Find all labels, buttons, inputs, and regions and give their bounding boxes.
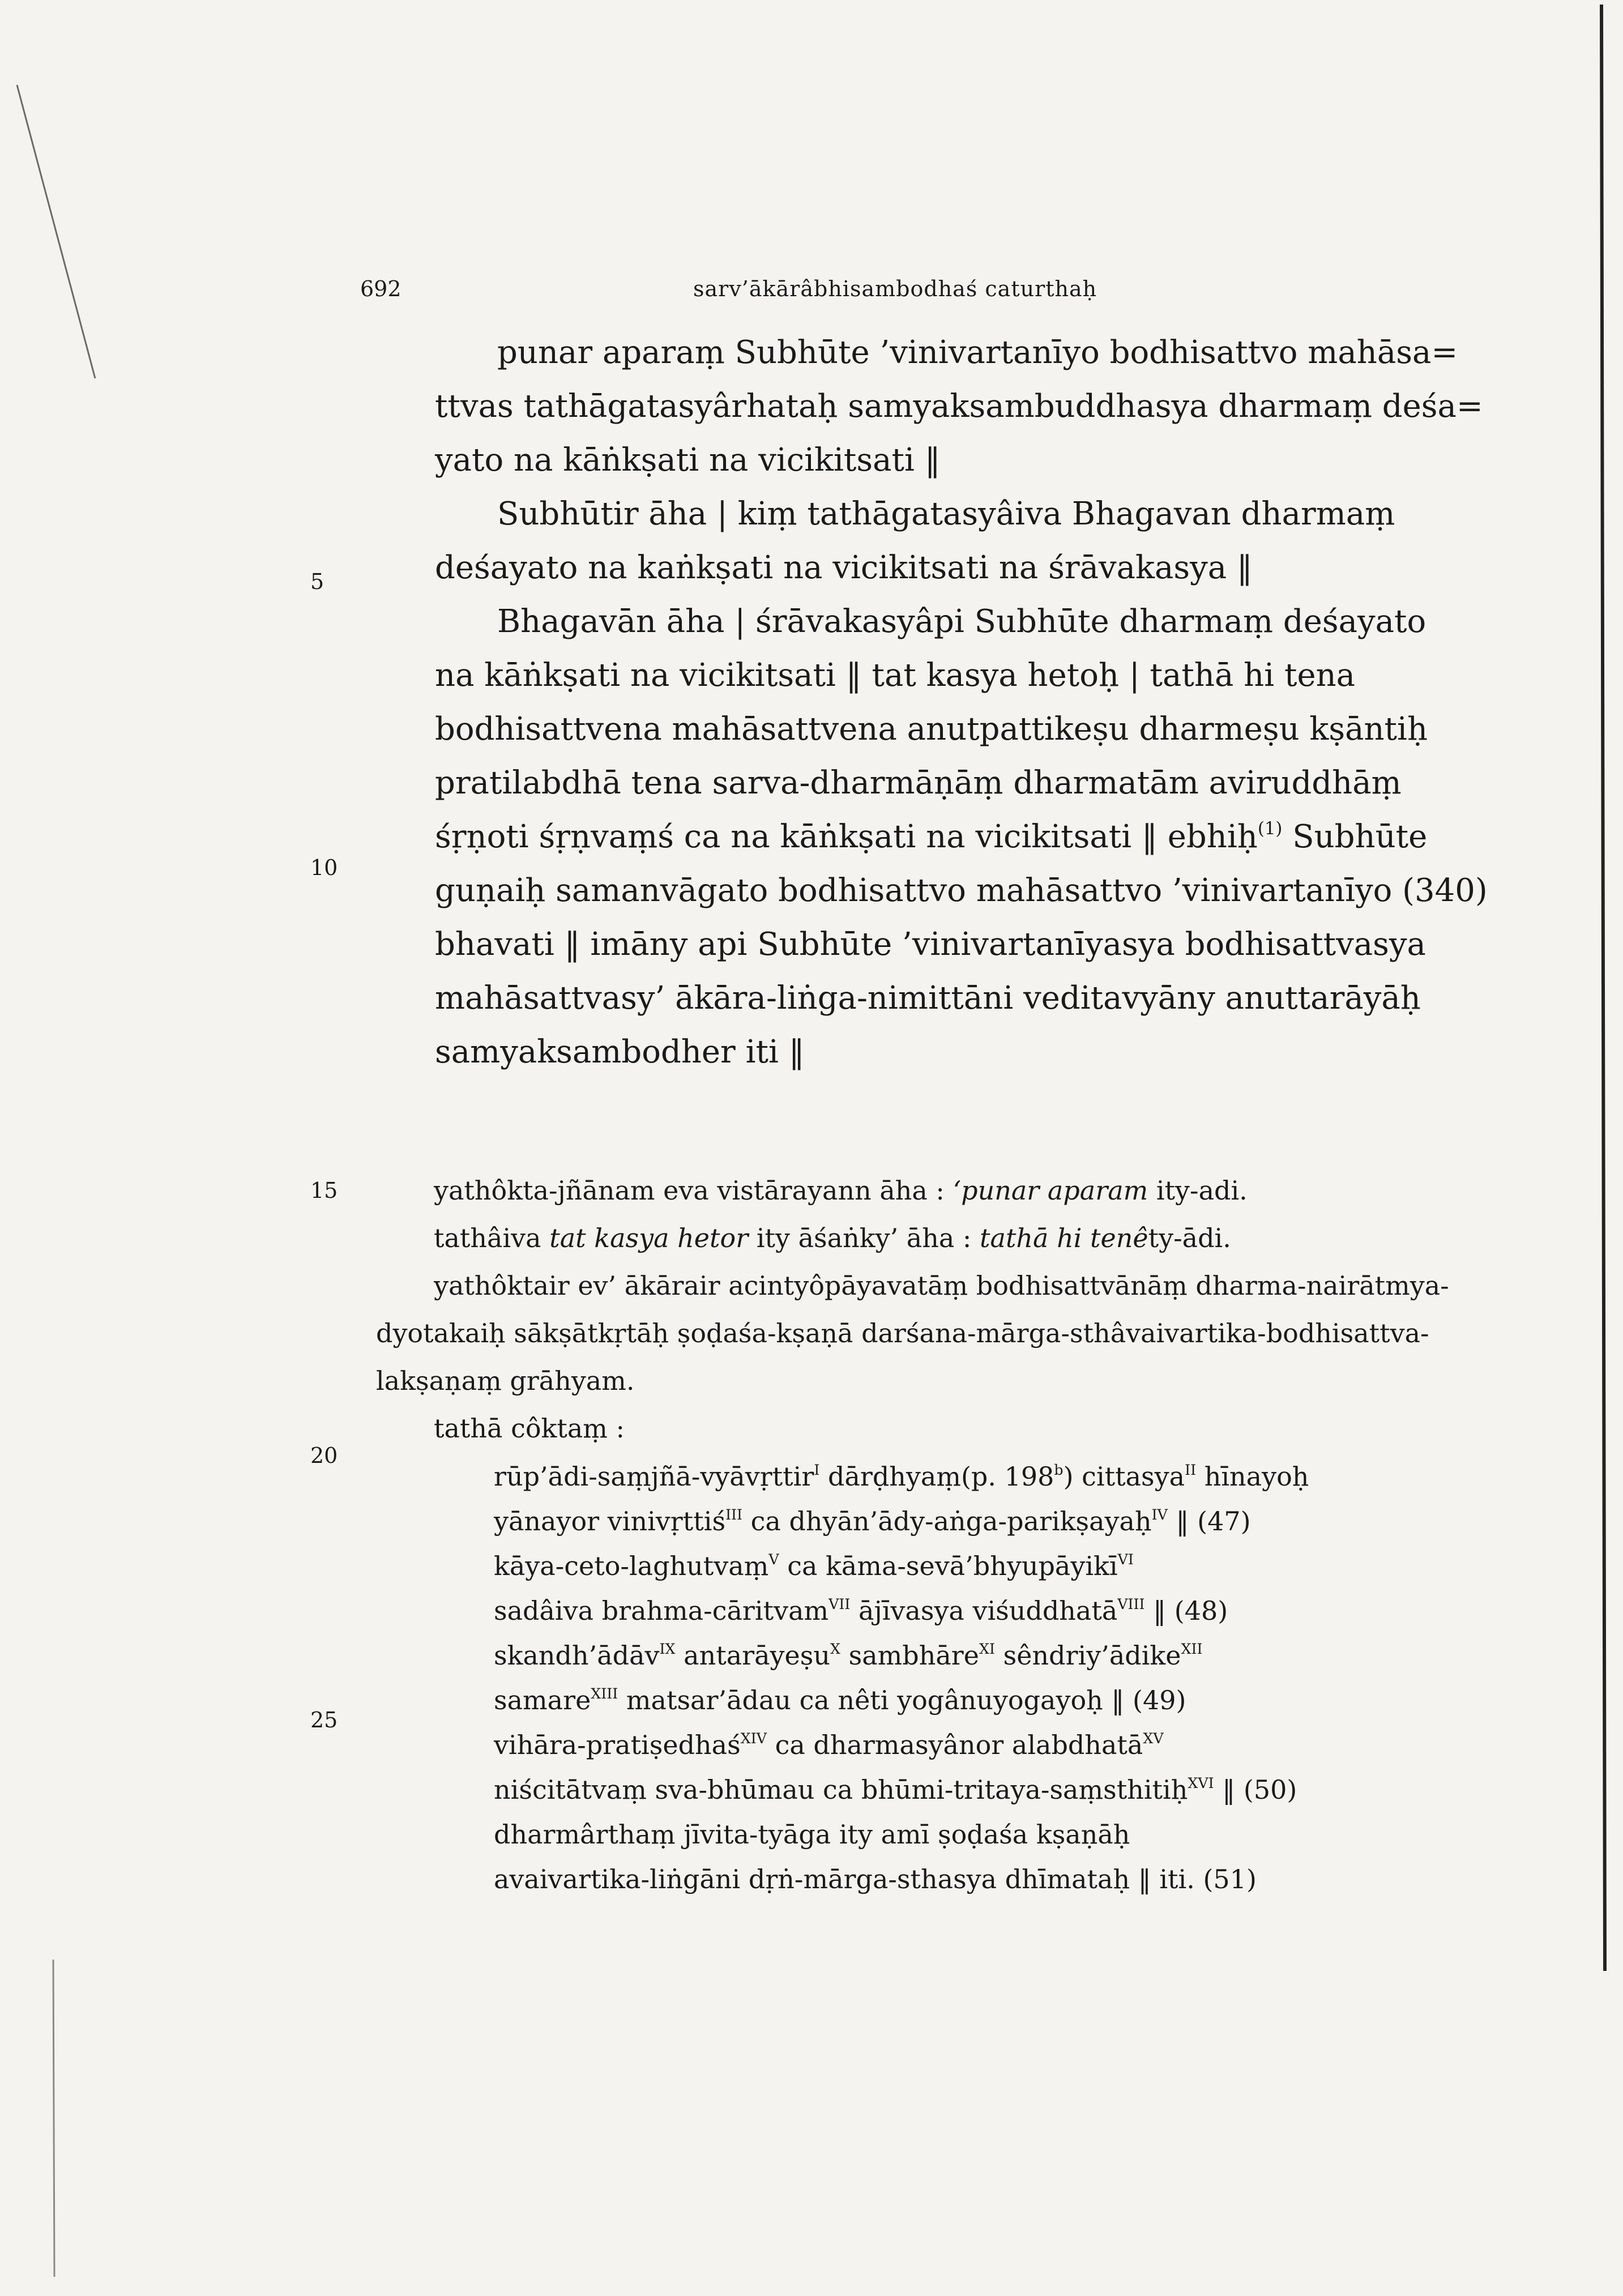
verse-text: matsar’ādau ca nêti yogânuyogayoḥ ‖ (49): [626, 1685, 1186, 1715]
line-number: 25: [310, 1708, 338, 1732]
sutra-line: Bhagavān āha | śrāvakasyâpi Subhūte dharmaṃ deśayato: [497, 603, 1426, 640]
commentary-text: yathôkta-jñānam eva vistārayann āha :: [434, 1175, 945, 1206]
verse-mark: b: [1054, 1462, 1064, 1479]
scan-edge-line: [17, 85, 95, 378]
verse-line: [494, 1723, 1164, 1768]
verse-line: dharmârthaṃ jīvita-tyāga ity amī ṣoḍaśa kṣaṇāḥ: [494, 1819, 1130, 1850]
verse-line: [494, 1454, 1309, 1499]
verse-mark: XIV: [740, 1730, 767, 1747]
verse-mark: IV: [1151, 1507, 1168, 1523]
commentary-quote: tat kasya hetor: [549, 1223, 749, 1253]
commentary-quote: tathā hi tenê: [980, 1223, 1148, 1253]
verse-text: sambhāre: [848, 1640, 979, 1671]
commentary-text: ity āśaṅky’ āha :: [756, 1223, 972, 1253]
sutra-line: Subhūtir āha | kiṃ tathāgatasyâiva Bhagavan dharmaṃ: [497, 496, 1395, 532]
left-scan-shadow: [53, 1960, 54, 2277]
verse-line: [494, 1544, 1134, 1589]
sutra-line: pratilabdhā tena sarva-dharmāṇāṃ dharmatām aviruddhāṃ: [435, 765, 1402, 801]
commentary-quote: ‘punar aparam: [953, 1175, 1148, 1206]
sutra-line: yato na kāṅkṣati na vicikitsati ‖: [435, 442, 941, 479]
verse-text: sadâiva brahma-cāritvam: [494, 1595, 829, 1626]
commentary-line: yathôktair ev’ ākārair acintyôpāyavatāṃ bodhisattvānāṃ dharma-nairātmya-: [434, 1270, 1449, 1301]
commentary-line: dyotakaiḥ sākṣātkṛtāḥ ṣoḍaśa-kṣaṇā darśana-mārga-sthâvaivartika-bodhisattva-: [376, 1318, 1429, 1348]
sutra-line: bodhisattvena mahāsattvena anutpattikeṣu dharmeṣu kṣāntiḥ: [435, 711, 1428, 748]
verse-mark: XI: [979, 1641, 995, 1658]
verse-text: vihāra-pratiṣedhaś: [494, 1730, 741, 1760]
verse-line: [494, 1589, 1228, 1633]
sutra-line: punar aparaṃ Subhūte ’vinivartanīyo bodhisattvo mahāsa=: [497, 334, 1458, 371]
sutra-line: bhavati ‖ imāny api Subhūte ’vinivartanīyasya bodhisattvasya: [435, 926, 1426, 963]
verse-mark: X: [830, 1641, 840, 1658]
verse-text: skandh’ādāv: [494, 1640, 660, 1671]
verse-mark: XVI: [1188, 1775, 1214, 1792]
verse-text: sêndriy’ādike: [1003, 1640, 1181, 1671]
verse-mark: II: [1185, 1462, 1197, 1479]
verse-line: avaivartika-liṅgāni dṛṅ-mārga-sthasya dhīmataḥ ‖ iti. (51): [494, 1864, 1257, 1894]
verse-mark: XV: [1143, 1730, 1164, 1747]
verse-line: [494, 1633, 1203, 1678]
verse-text: yānayor vinivṛttiś: [494, 1506, 726, 1537]
sutra-line: ttvas tathāgatasyârhataḥ samyaksambuddhasya dharmaṃ deśa=: [435, 388, 1483, 425]
verse-line: [494, 1768, 1297, 1812]
sutra-line: guṇaiḥ samanvāgato bodhisattvo mahāsattvo ’vinivartanīyo (340): [435, 872, 1488, 909]
verse-mark: XII: [1181, 1641, 1203, 1658]
verse-text: hīnayoḥ: [1204, 1461, 1309, 1492]
commentary-text: tathâiva: [434, 1223, 541, 1253]
commentary-text: ty-ādi.: [1148, 1223, 1231, 1253]
page-number: 692: [360, 276, 402, 301]
verse-text: ca dhyān’ādy-aṅga-parikṣayaḥ: [750, 1506, 1152, 1537]
verse-mark: XIII: [591, 1685, 618, 1702]
verse-text: ājīvasya viśuddhatā: [859, 1595, 1118, 1626]
verse-text: rūp’ādi-saṃjñā-vyāvṛttir: [494, 1461, 814, 1492]
verse-text: ‖ (50): [1222, 1774, 1297, 1805]
verse-mark: VII: [828, 1596, 851, 1613]
commentary-line: lakṣaṇaṃ grāhyam.: [376, 1365, 635, 1396]
commentary-line: [434, 1214, 1231, 1262]
verse-line: [494, 1499, 1251, 1544]
verse-mark: IX: [659, 1641, 676, 1658]
sutra-line: na kāṅkṣati na vicikitsati ‖ tat kasya hetoḥ | tathā hi tena: [435, 657, 1356, 694]
sutra-line: mahāsattvasy’ ākāra-liṅga-nimittāni veditavyāny anuttarāyāḥ: [435, 980, 1421, 1017]
sutra-text: śṛṇoti śṛṇvaṃś ca na kāṅkṣati na vicikitsati ‖ ebhiḥ: [435, 818, 1258, 855]
sutra-line: deśayato na kaṅkṣati na vicikitsati na śrāvakasya ‖: [435, 549, 1253, 586]
footnote-mark: (1): [1257, 818, 1283, 839]
verse-mark: III: [725, 1507, 743, 1523]
line-number: 5: [310, 569, 324, 594]
verse-text: ca kāma-sevā’bhyupāyikī: [787, 1551, 1118, 1581]
verse-mark: V: [768, 1551, 779, 1568]
commentary-text: ity-adi.: [1156, 1175, 1248, 1206]
verse-text: dārḍhyaṃ(p. 198: [828, 1461, 1054, 1492]
verse-text: ‖ (48): [1153, 1595, 1228, 1626]
verse-text: ca dharmasyânor alabdhatā: [775, 1730, 1143, 1760]
verse-text: ‖ (47): [1176, 1506, 1251, 1537]
line-number: 20: [310, 1443, 338, 1468]
verse-line: [494, 1678, 1186, 1723]
sutra-line: [435, 810, 1427, 864]
running-title: sarv’ākārâbhisambodhaś caturthaḥ: [693, 276, 1097, 301]
verse-text: kāya-ceto-laghutvaṃ: [494, 1551, 769, 1581]
sutra-text: Subhūte: [1292, 818, 1428, 855]
verse-text: niścitātvaṃ sva-bhūmau ca bhūmi-tritaya-saṃsthitiḥ: [494, 1774, 1188, 1805]
commentary-line: tathā côktaṃ :: [434, 1413, 625, 1444]
verse-mark: VI: [1117, 1551, 1134, 1568]
verse-mark: I: [814, 1462, 820, 1479]
line-number: 15: [310, 1178, 338, 1203]
verse-text: ) cittasya: [1063, 1461, 1185, 1492]
verse-text: antarāyeṣu: [684, 1640, 830, 1671]
commentary-line: [434, 1167, 1248, 1214]
verse-mark: VIII: [1117, 1596, 1145, 1613]
line-number: 10: [310, 855, 338, 880]
sutra-line: samyaksambodher iti ‖: [435, 1034, 805, 1070]
right-binding-edge: [1601, 5, 1605, 1971]
verse-text: samare: [494, 1685, 591, 1715]
